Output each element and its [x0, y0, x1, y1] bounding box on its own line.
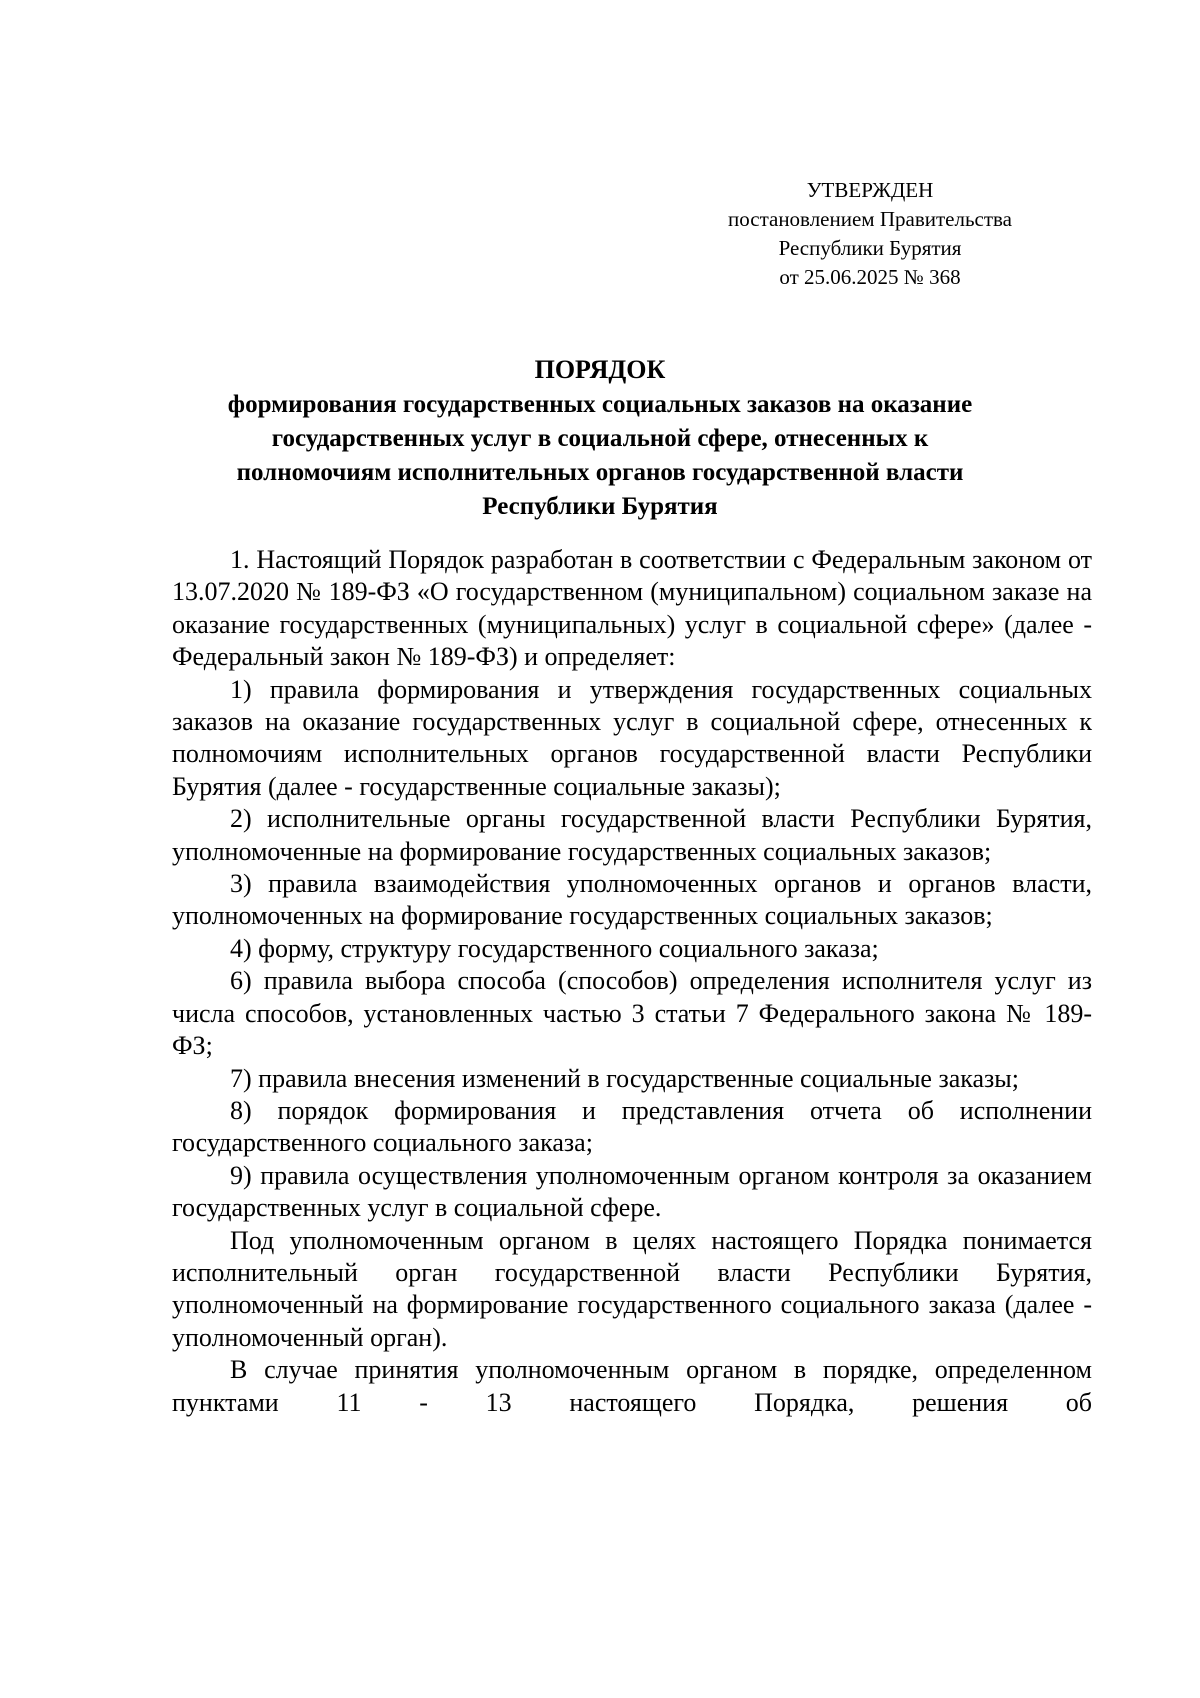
- approval-stamp: [700, 176, 1040, 292]
- paragraph-item-8: 8) порядок формирования и представления отчета об исполнении государственного социального заказа;: [172, 1095, 1092, 1158]
- paragraph-intro: 1. Настоящий Порядок разработан в соответствии с Федеральным законом от 13.07.2020 № 189-ФЗ «О государственном (муниципальном) социальном заказе на оказание государственных (муниципальных) услуг в социальной сфере» (далее - Федеральный закон № 189-ФЗ) и определяет:: [172, 545, 1092, 672]
- approval-status: УТВЕРЖДЕН: [806, 178, 934, 202]
- approval-line-1: постановлением Правительства: [727, 207, 1012, 231]
- approval-line-2: Республики Бурятия: [778, 236, 962, 260]
- paragraph-item-4: 4) форму, структуру государственного социального заказа;: [230, 933, 879, 963]
- paragraph-item-1: 1) правила формирования и утверждения государственных социальных заказов на оказание государственных услуг в социальной сфере, отнесенных к полномочиям исполнительных органов государственной власти Республики Бурятия (далее - государственные социальные заказы);: [172, 674, 1092, 801]
- document-body: [172, 544, 1092, 1419]
- approval-line-3: от 25.06.2025 № 368: [779, 265, 961, 289]
- paragraph-item-6: 6) правила выбора способа (способов) определения исполнителя услуг из числа способов, установленных частью 3 статьи 7 Федерального закона № 189-ФЗ;: [172, 966, 1092, 1061]
- title-line-2: государственных услуг в социальной сфере, отнесенных к: [271, 425, 929, 452]
- paragraph-continuation: В случае принятия уполномоченным органом в порядке, определенном пунктами 11 - 13 настоящего Порядка, решения об: [172, 1355, 1092, 1417]
- paragraph-item-7: 7) правила внесения изменений в государственные социальные заказы;: [230, 1063, 1020, 1093]
- title-line-1: формирования государственных социальных заказов на оказание: [227, 391, 973, 418]
- paragraph-item-2: 2) исполнительные органы государственной власти Республики Бурятия, уполномоченные на формирование государственных социальных заказов;: [172, 804, 1092, 866]
- title-line-4: Республики Бурятия: [482, 493, 718, 520]
- title-line-3: полномочиям исполнительных органов государственной власти: [236, 459, 964, 486]
- document-title: [150, 352, 1050, 524]
- paragraph-item-9: 9) правила осуществления уполномоченным органом контроля за оказанием государственных услуг в социальной сфере.: [172, 1160, 1092, 1223]
- paragraph-item-3: 3) правила взаимодействия уполномоченных органов и органов власти, уполномоченных на формирование государственных социальных заказов;: [172, 869, 1092, 931]
- title-main: ПОРЯДОК: [534, 355, 666, 384]
- paragraph-definition: Под уполномоченным органом в целях настоящего Порядка понимается исполнительный орган государственной власти Республики Бурятия, уполномоченный на формирование государственного социального заказа (далее - уполномоченный орган).: [172, 1225, 1092, 1352]
